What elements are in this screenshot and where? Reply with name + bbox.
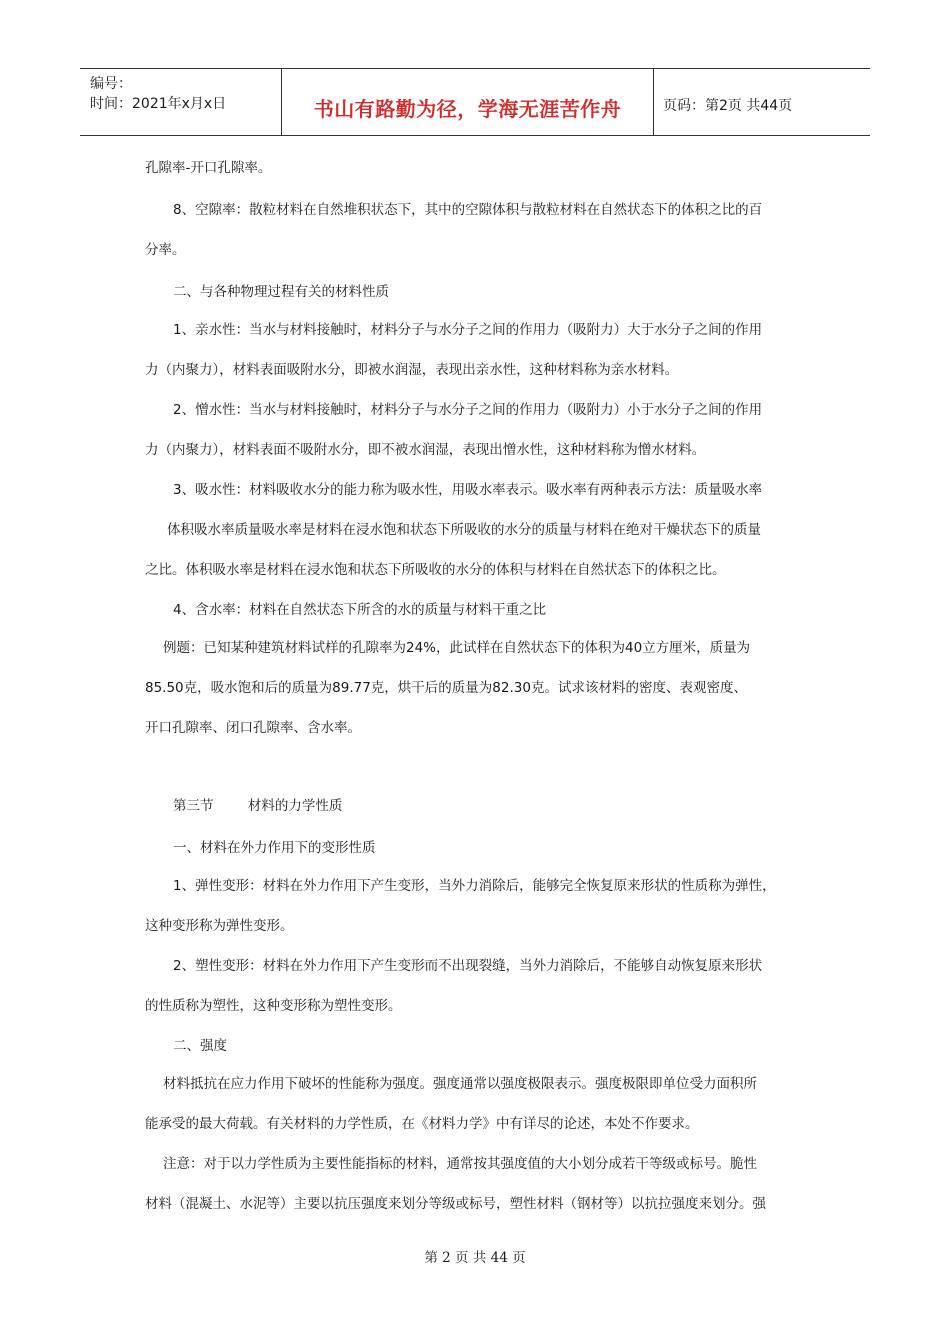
header-motto-cell: [282, 69, 654, 135]
paragraph: [145, 866, 810, 946]
text-line: 之比。体积吸水率是材料在浸水饱和状态下所吸收的水分的体积与材料在自然状态下的体积之比。: [145, 562, 726, 578]
paragraph: [145, 310, 810, 390]
text-line: 4、含水率：材料在自然状态下所含的水的质量与材料干重之比: [173, 602, 547, 618]
header-info-cell: [80, 69, 282, 135]
example-paragraph: [145, 628, 810, 748]
page-footer: 第 2 页 共 44 页: [424, 1250, 526, 1266]
text-line: 1、亲水性：当水与材料接触时，材料分子与水分子之间的作用力（吸附力）大于水分子之间的作用: [173, 322, 763, 338]
text-line: 分率。: [145, 242, 186, 258]
text-line: 材料抵抗在应力作用下破坏的性能称为强度。强度通常以强度极限表示。强度极限即单位受力面积所: [163, 1076, 757, 1092]
text-line: 例题：已知某种建筑材料试样的孔隙率为24%，此试样在自然状态下的体积为40立方厘米，质量为: [163, 640, 751, 656]
text-line: 二、强度: [173, 1038, 227, 1054]
text-line: 体积吸水率质量吸水率是材料在浸水饱和状态下所吸收的水分的质量与材料在绝对干燥状态下的质量: [167, 522, 761, 538]
paragraph: [145, 190, 810, 270]
text-line: 材料（混凝土、水泥等）主要以抗压强度来划分等级或标号，塑性材料（钢材等）以抗拉强度来划分。强: [145, 1196, 766, 1212]
section-heading: [145, 1026, 810, 1066]
header-motto: 书山有路勤为径，学海无涯苦作舟: [313, 97, 622, 121]
header-page-info: 页码：第2页 共44页: [663, 98, 793, 114]
text-line: 85.50克，吸水饱和后的质量为89.77克，烘干后的质量为82.30克。试求该材料的密度、表观密度、: [145, 680, 747, 696]
text-line: 二、与各种物理过程有关的材料性质: [173, 284, 389, 300]
paragraph: [145, 390, 810, 470]
text-line: 力（内聚力），材料表面吸附水分，即被水润湿，表现出亲水性，这种材料称为亲水材料。: [145, 362, 679, 378]
text-line: 这种变形称为弹性变形。: [145, 918, 294, 934]
text-line: 一、材料在外力作用下的变形性质: [173, 840, 376, 856]
text-line: 的性质称为塑性，这种变形称为塑性变形。: [145, 998, 402, 1014]
text-line: 注意：对于以力学性质为主要性能指标的材料，通常按其强度值的大小划分成若干等级或标号。脆性: [163, 1156, 757, 1172]
text-line: 2、塑性变形：材料在外力作用下产生变形而不出现裂缝，当外力消除后，不能够自动恢复原来形状: [173, 958, 763, 974]
note-paragraph: [145, 1144, 810, 1224]
paragraph: [145, 946, 810, 1026]
text-line: 第三节 材料的力学性质: [173, 798, 343, 814]
paragraph: [145, 1064, 810, 1144]
document-number-label: 编号：: [90, 76, 132, 92]
text-line: 8、空隙率：散粒材料在自然堆积状态下，其中的空隙体积与散粒材料在自然状态下的体积之比的百: [173, 202, 763, 218]
text-line: 3、吸水性：材料吸收水分的能力称为吸水性，用吸水率表示。吸水率有两种表示方法：质量吸水率: [173, 482, 763, 498]
header-page-cell: [654, 69, 870, 135]
text-line: 1、弹性变形：材料在外力作用下产生变形，当外力消除后，能够完全恢复原来形状的性质称为弹性，: [173, 878, 776, 894]
section-title: [145, 786, 810, 826]
text-line: 开口孔隙率、闭口孔隙率、含水率。: [145, 720, 361, 736]
text-line: 2、憎水性：当水与材料接触时，材料分子与水分子之间的作用力（吸附力）小于水分子之间的作用: [173, 402, 763, 418]
text-line: 孔隙率-开口孔隙率。: [145, 160, 272, 176]
section-heading: [145, 272, 810, 312]
paragraph: [145, 148, 810, 188]
page-header: [80, 68, 870, 136]
text-line: 能承受的最大荷载。有关材料的力学性质，在《材料力学》中有详尽的论述，本处不作要求。: [145, 1116, 699, 1132]
section-heading: [145, 828, 810, 868]
paragraph: [145, 590, 810, 630]
paragraph: [145, 470, 810, 590]
document-date-label: 时间：2021年x月x日: [90, 96, 227, 112]
text-line: 力（内聚力），材料表面不吸附水分，即不被水润湿，表现出憎水性，这种材料称为憎水材料。: [145, 442, 706, 458]
